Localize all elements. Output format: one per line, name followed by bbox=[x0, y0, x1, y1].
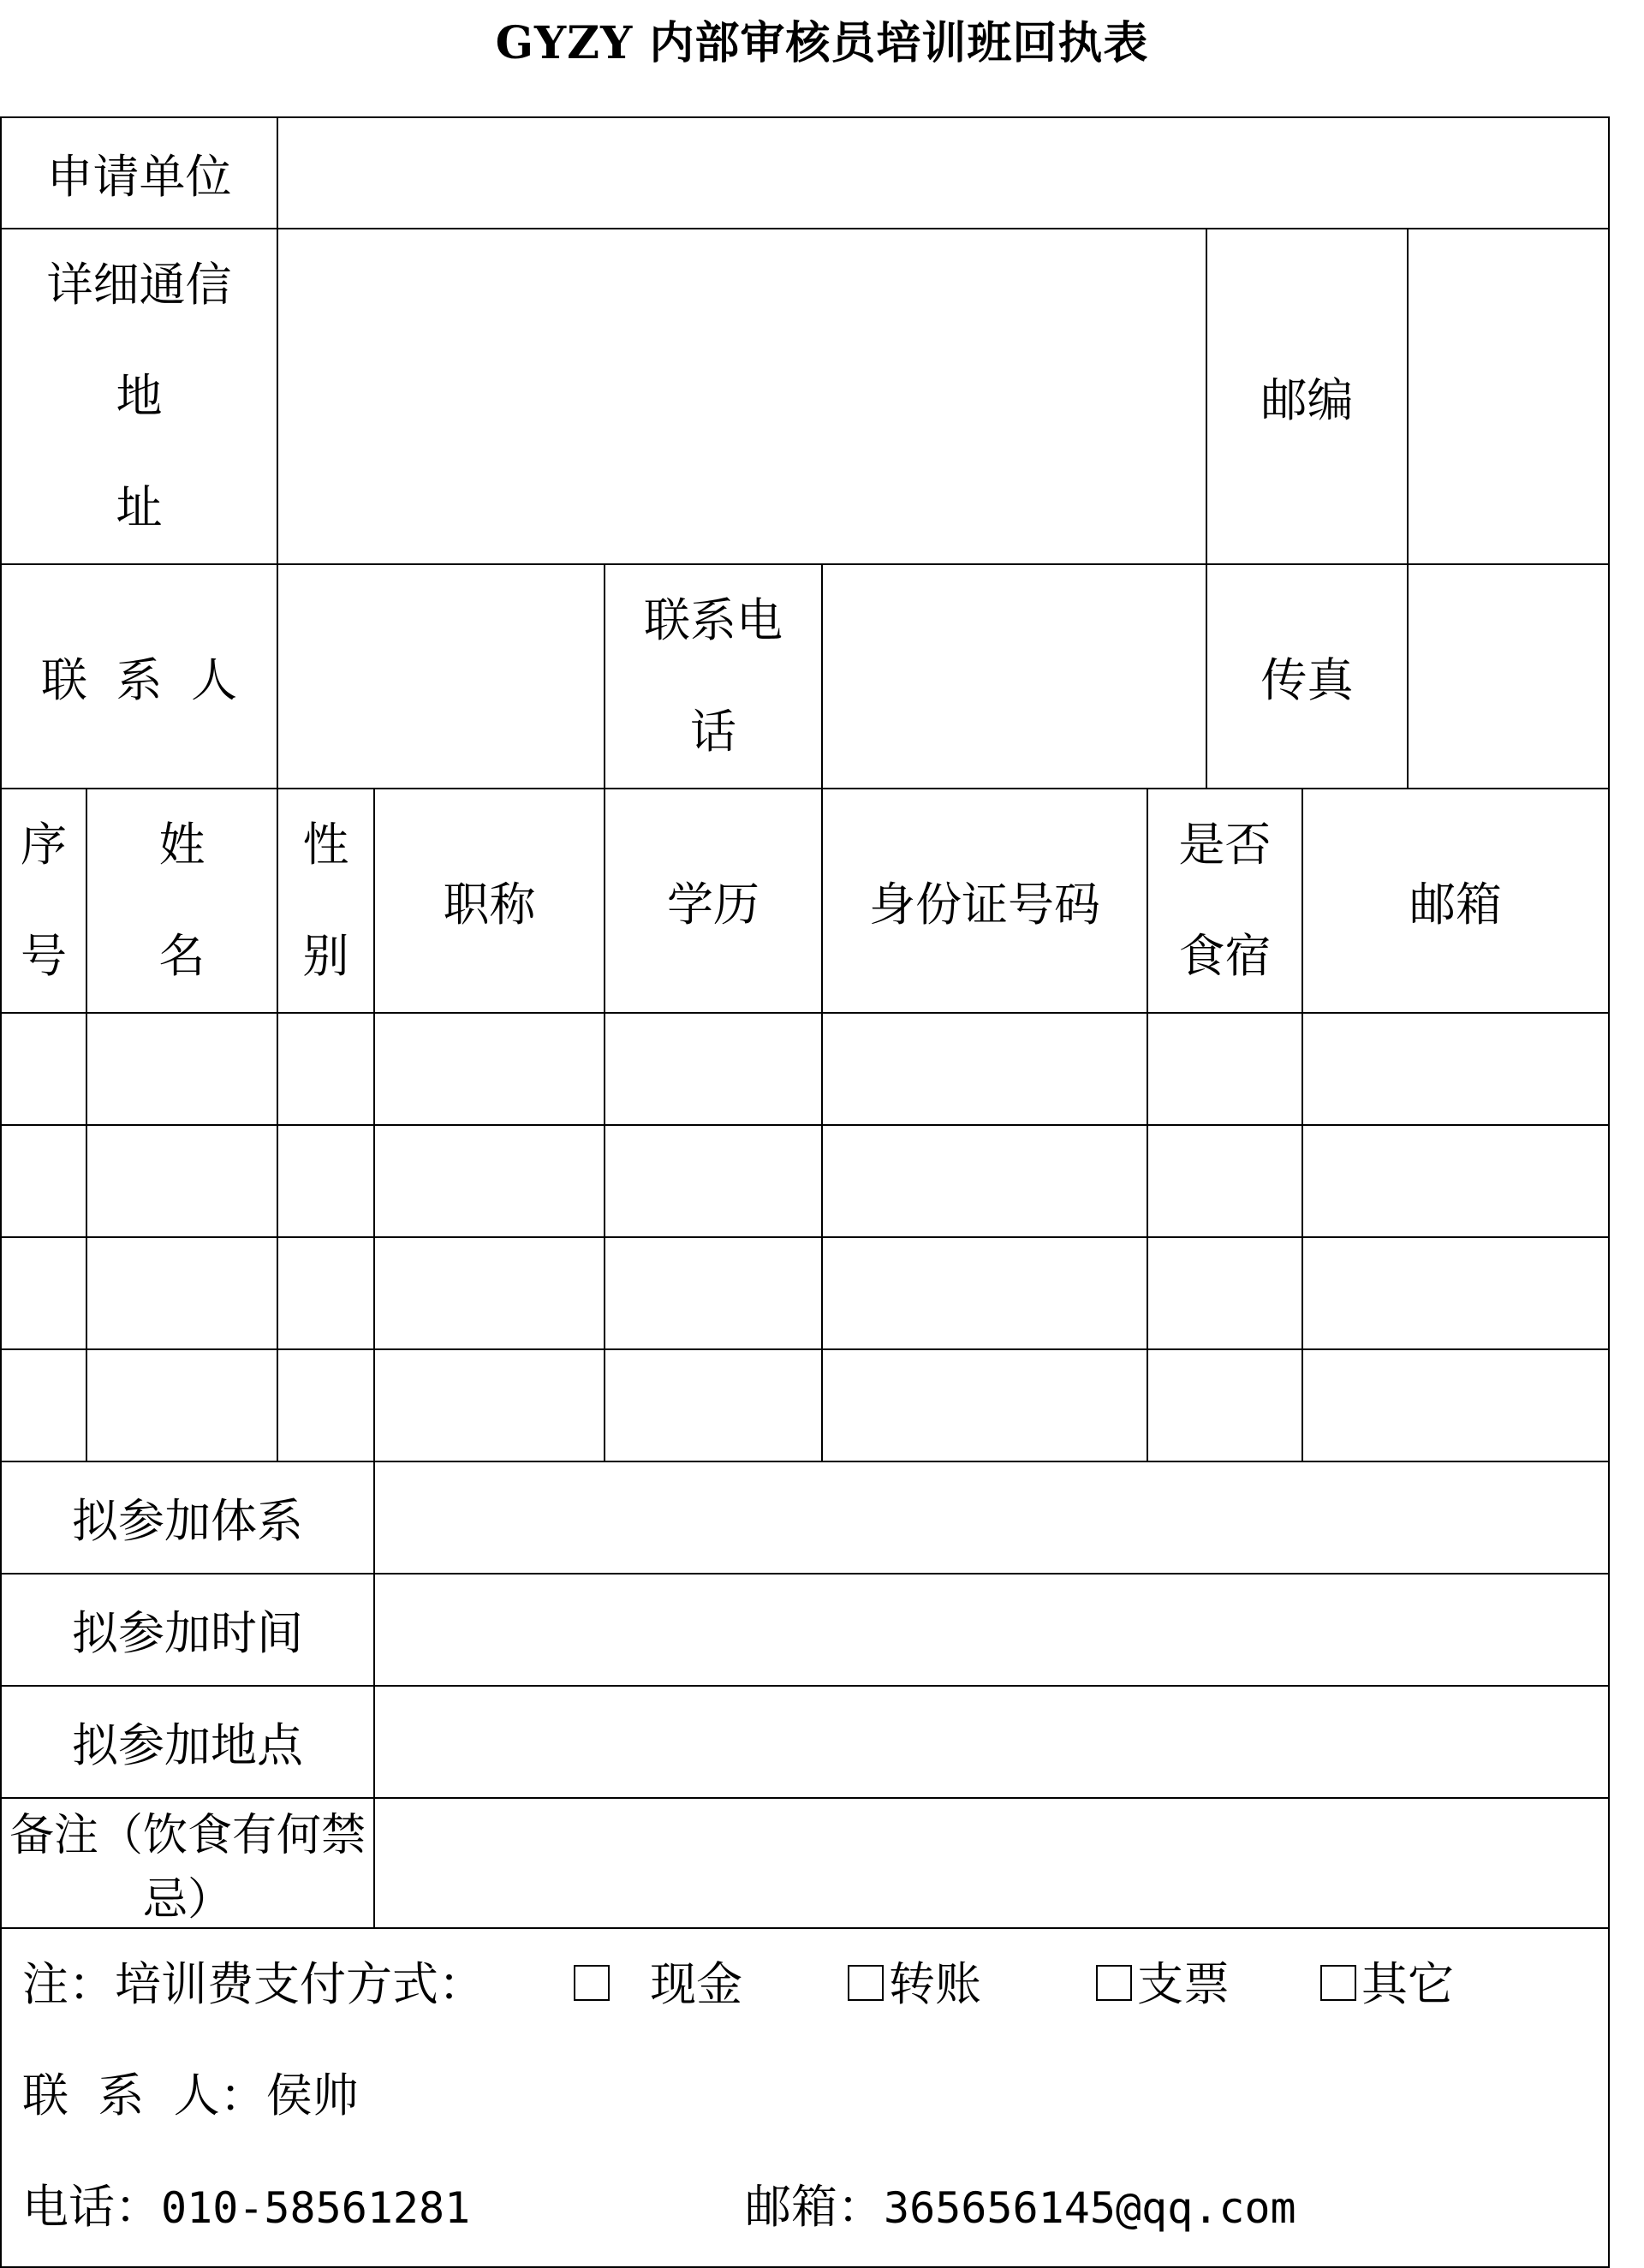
cell-name[interactable] bbox=[86, 1125, 277, 1237]
cell-title[interactable] bbox=[374, 1013, 605, 1125]
address-label-line2: 地 址 bbox=[116, 369, 163, 534]
cell-title[interactable] bbox=[374, 1125, 605, 1237]
col-header-seq: 序 号 bbox=[1, 789, 86, 1013]
notes-section bbox=[1, 1928, 1609, 2267]
email-address[interactable]: 365656145@qq.com bbox=[884, 2183, 1296, 2233]
cell-name[interactable] bbox=[86, 1237, 277, 1349]
plan-system-field[interactable] bbox=[374, 1461, 1609, 1574]
postcode-label: 邮编 bbox=[1206, 229, 1408, 564]
email-info bbox=[745, 2152, 1296, 2264]
cell-id-number[interactable] bbox=[822, 1349, 1147, 1461]
cell-education[interactable] bbox=[605, 1125, 822, 1237]
col-header-name: 姓 名 bbox=[86, 789, 277, 1013]
applicant-field[interactable] bbox=[277, 117, 1609, 229]
contact-label: 联 系 人 bbox=[1, 564, 277, 789]
cell-lodging[interactable] bbox=[1147, 1125, 1302, 1237]
cell-seq[interactable] bbox=[1, 1013, 86, 1125]
checkbox-icon[interactable] bbox=[1320, 1965, 1356, 2001]
postcode-field[interactable] bbox=[1408, 229, 1609, 564]
payment-option-cheque[interactable]: 支票 bbox=[1096, 1929, 1230, 2040]
checkbox-icon[interactable] bbox=[574, 1965, 610, 2001]
applicant-label: 申请单位 bbox=[1, 117, 277, 229]
contact-person-line bbox=[2, 2040, 1608, 2152]
contact-person-name: 侯帅 bbox=[265, 2069, 359, 2122]
cell-gender[interactable] bbox=[277, 1237, 374, 1349]
cell-gender[interactable] bbox=[277, 1349, 374, 1461]
form-title: GYZY 内部审核员培训班回执表 bbox=[495, 17, 1149, 69]
col-header-lodging: 是否 食宿 bbox=[1147, 789, 1302, 1013]
cell-name[interactable] bbox=[86, 1013, 277, 1125]
plan-location-field[interactable] bbox=[374, 1686, 1609, 1798]
col-header-email: 邮箱 bbox=[1302, 789, 1609, 1013]
address-field[interactable] bbox=[277, 229, 1206, 564]
col-header-education: 学历 bbox=[605, 789, 822, 1013]
cell-lodging[interactable] bbox=[1147, 1349, 1302, 1461]
cell-seq[interactable] bbox=[1, 1349, 86, 1461]
cell-lodging[interactable] bbox=[1147, 1237, 1302, 1349]
phone-field[interactable] bbox=[822, 564, 1206, 789]
cell-id-number[interactable] bbox=[822, 1237, 1147, 1349]
plan-system-label: 拟参加体系 bbox=[1, 1461, 374, 1574]
col-header-title: 职称 bbox=[374, 789, 605, 1013]
contact-field[interactable] bbox=[277, 564, 605, 789]
cell-education[interactable] bbox=[605, 1237, 822, 1349]
payment-line bbox=[2, 1929, 1608, 2040]
email-info-label: 邮箱： bbox=[745, 2180, 884, 2234]
col-header-id-number: 身份证号码 bbox=[822, 789, 1147, 1013]
payment-label: 注：培训费支付方式： bbox=[22, 1957, 485, 2011]
address-label-line1: 详细通信 bbox=[46, 258, 232, 312]
payment-option-other[interactable]: 其它 bbox=[1320, 1929, 1454, 2040]
cell-title[interactable] bbox=[374, 1237, 605, 1349]
remarks-field[interactable] bbox=[374, 1798, 1609, 1928]
registration-form bbox=[0, 116, 1610, 2268]
payment-option-transfer[interactable]: 转账 bbox=[848, 1929, 981, 2040]
col-header-gender: 性 别 bbox=[277, 789, 374, 1013]
remarks-label: 备注（饮食有何禁忌） bbox=[1, 1798, 374, 1928]
cell-id-number[interactable] bbox=[822, 1013, 1147, 1125]
phone-label: 联系电 话 bbox=[605, 564, 822, 789]
payment-option-cash[interactable]: 现金 bbox=[574, 1929, 742, 2040]
cell-name[interactable] bbox=[86, 1349, 277, 1461]
cell-email[interactable] bbox=[1302, 1125, 1609, 1237]
table-row bbox=[1, 1237, 1609, 1349]
cell-lodging[interactable] bbox=[1147, 1013, 1302, 1125]
cell-id-number[interactable] bbox=[822, 1125, 1147, 1237]
cell-seq[interactable] bbox=[1, 1125, 86, 1237]
plan-time-field[interactable] bbox=[374, 1574, 1609, 1686]
cell-gender[interactable] bbox=[277, 1013, 374, 1125]
cell-email[interactable] bbox=[1302, 1237, 1609, 1349]
phone-info-label: 电话： bbox=[22, 2180, 161, 2234]
cell-education[interactable] bbox=[605, 1349, 822, 1461]
checkbox-icon[interactable] bbox=[1096, 1965, 1132, 2001]
cell-title[interactable] bbox=[374, 1349, 605, 1461]
checkbox-icon[interactable] bbox=[848, 1965, 884, 2001]
contact-info-line bbox=[2, 2152, 1608, 2263]
table-row bbox=[1, 1349, 1609, 1461]
plan-location-label: 拟参加地点 bbox=[1, 1686, 374, 1798]
cell-email[interactable] bbox=[1302, 1349, 1609, 1461]
plan-time-label: 拟参加时间 bbox=[1, 1574, 374, 1686]
cell-seq[interactable] bbox=[1, 1237, 86, 1349]
contact-person-label: 联 系 人： bbox=[22, 2069, 266, 2122]
address-label bbox=[1, 229, 277, 564]
cell-gender[interactable] bbox=[277, 1125, 374, 1237]
cell-email[interactable] bbox=[1302, 1013, 1609, 1125]
table-row bbox=[1, 1013, 1609, 1125]
fax-label: 传真 bbox=[1206, 564, 1408, 789]
cell-education[interactable] bbox=[605, 1013, 822, 1125]
fax-field[interactable] bbox=[1408, 564, 1609, 789]
phone-number: 010-58561281 bbox=[161, 2183, 471, 2233]
table-row bbox=[1, 1125, 1609, 1237]
